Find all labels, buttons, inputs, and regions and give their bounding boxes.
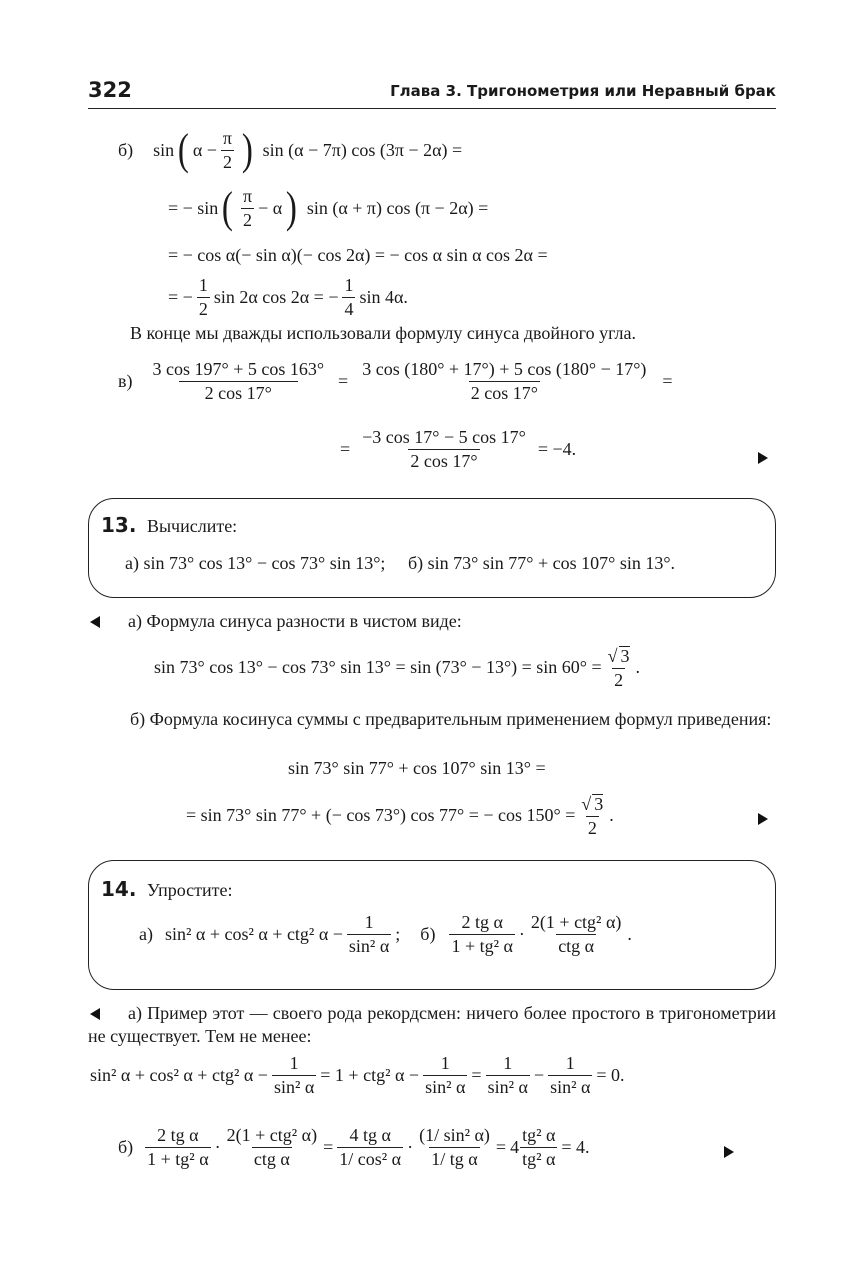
fraction: $\frac{1}{\text{sin² α}}$ — [425, 1053, 466, 1097]
end-of-solution-marker — [758, 813, 768, 825]
fraction: $\frac{\text{tg² α}}{\text{tg² α}}$ — [522, 1125, 556, 1169]
header-divider — [88, 108, 776, 109]
fraction: $\frac{1}{\text{sin² α}}$ — [487, 1053, 528, 1097]
solution-b-line-4: = − $\frac{1}{2}$ sin 2α cos 2α = − $\frac{1}{4}$ sin 4α. — [168, 275, 408, 319]
fraction: $\frac{1}{2}$ — [198, 275, 208, 319]
fraction: $\frac{-3 \cos 17^\circ - 5 \cos 17^\circ}{2 \cos 17^\circ}$ — [362, 427, 526, 471]
solution-13-b-formula-1: sin 73° sin 77° + cos 107° sin 13° = — [288, 758, 546, 778]
fraction: $\frac{\text{(1/ sin² α)}}{\text{1/ tg α}}$ — [419, 1125, 490, 1169]
fraction: $\frac{\text{4 tg α}}{\text{1/ cos² α}}$ — [339, 1125, 402, 1169]
solution-13-a-title: а) Формула синуса разности в чистом виде: — [128, 611, 462, 631]
task-13-heading: 13. Вычислите: — [101, 513, 238, 537]
fraction: $\frac{\text{2(1 + ctg² α)}}{\text{ctg α}}$ — [530, 912, 622, 956]
fraction: $\frac{3 \cos 197^\circ + 5 \cos 163^\circ}{2 \cos 17^\circ}$ — [152, 359, 325, 403]
fraction: $\frac{1}{4}$ — [344, 275, 354, 319]
start-of-solution-marker — [90, 616, 100, 628]
fraction: $\frac{√ 3}{2}$ — [607, 646, 630, 690]
fraction: $\frac{\pi}{2}$ — [222, 127, 233, 172]
solution-b-line-1: б) sin ( α − $\frac{\pi}{2}$ ) sin (α − 7π) cos (3π − 2α) = — [118, 125, 463, 174]
fraction: $\frac{\text{2 tg α}}{\text{1 + tg² α}}$ — [147, 1125, 209, 1169]
solution-v-line-1: в) $\frac{3 \cos 197^\circ + 5 \cos 163^\circ}{2 \cos 17^\circ}$ = $\frac{3 \cos (180^\circ + 17^\circ) + 5 \cos (180^\circ - 17^\circ)}{2 \cos 17^\circ}$ = — [118, 359, 673, 403]
fraction: $\frac{1}{\text{sin² α}}$ — [348, 912, 390, 956]
label: б) — [118, 139, 134, 160]
solution-13-b-title: б) Формула косинуса суммы с предварительным применением формул приведения: — [130, 709, 772, 729]
fraction: $\frac{\pi}{2}$ — [242, 185, 253, 230]
solution-14-a-text: а) Пример этот — своего рода рекордсмен: ничего более простого в тригонометрии не существует. Тем не менее: — [88, 1003, 776, 1046]
solution-14-b-formula: б) $\frac{\text{2 tg α}}{\text{1 + tg² α}}$ · $\frac{\text{2(1 + ctg² α)}}{\text{ctg α}}$ = $\frac{\text{4 tg α}}{\text{1/ cos² α}}$ · $\frac{\text{(1/ sin² α)}}{\text{1/ tg α}}$ = 4 $\frac{\text{tg² α}}{\text{tg² α}}$ = 4. — [118, 1125, 590, 1169]
solution-b-line-2: = − sin ( $\frac{\pi}{2}$ − α ) sin (α + π) cos (π − 2α) = — [168, 183, 489, 232]
chapter-title: Глава 3. Тригонометрия или Неравный брак — [390, 82, 776, 100]
task-14-items: а) sin² α + cos² α + ctg² α − $\frac{1}{\text{sin² α}}$ ; б) $\frac{\text{2 tg α}}{\text{1 + tg² α}}$ · $\frac{\text{2(1 + ctg² α)}}{\text{ctg α}}$ . — [139, 912, 632, 956]
remark-double-angle: В конце мы дважды использовали формулу синуса двойного угла. — [130, 323, 637, 343]
solution-14-a-formula: sin² α + cos² α + ctg² α − $\frac{1}{\text{sin² α}}$ = 1 + ctg² α − $\frac{1}{\text{sin² α}}$ = $\frac{1}{\text{sin² α}}$ − $\frac{1}{\text{sin² α}}$ = 0. — [90, 1053, 625, 1097]
fraction: $\frac{3 \cos (180^\circ + 17^\circ) + 5 \cos (180^\circ - 17^\circ)}{2 \cos 17^\circ}$ — [362, 359, 647, 403]
end-of-solution-marker — [758, 452, 768, 464]
fraction: $\frac{1}{\text{sin² α}}$ — [550, 1053, 591, 1097]
solution-v-line-2: = $\frac{-3 \cos 17^\circ - 5 \cos 17^\circ}{2 \cos 17^\circ}$ = −4. — [340, 427, 577, 471]
task-13-items: а) sin 73° cos 13° − cos 73° sin 13°; б) sin 73° sin 77° + cos 107° sin 13°. — [125, 553, 676, 573]
solution-13-a-formula: sin 73° cos 13° − cos 73° sin 13° = sin (73° − 13°) = sin 60° = $\frac{√ 3}{2}$ . — [154, 646, 641, 690]
task-14-box — [88, 860, 776, 990]
solution-13-b-formula-2: = sin 73° sin 77° + (− cos 73°) cos 77° = − cos 150° = $\frac{√ 3}{2}$ . — [186, 794, 614, 838]
solution-b-line-3: = − cos α(− sin α)(− cos 2α) = − cos α sin α cos 2α = — [168, 245, 548, 265]
task-13-box — [88, 498, 776, 598]
fraction: $\frac{\text{2 tg α}}{\text{1 + tg² α}}$ — [451, 912, 513, 956]
end-of-solution-marker — [724, 1146, 734, 1158]
fraction: $\frac{1}{\text{sin² α}}$ — [273, 1053, 315, 1097]
fraction: $\frac{√ 3}{2}$ — [581, 794, 604, 838]
task-14-heading: 14. Упростите: — [101, 877, 233, 901]
fraction: $\frac{\text{2(1 + ctg² α)}}{\text{ctg α}}$ — [226, 1125, 318, 1169]
page-number: 322 — [88, 78, 132, 102]
